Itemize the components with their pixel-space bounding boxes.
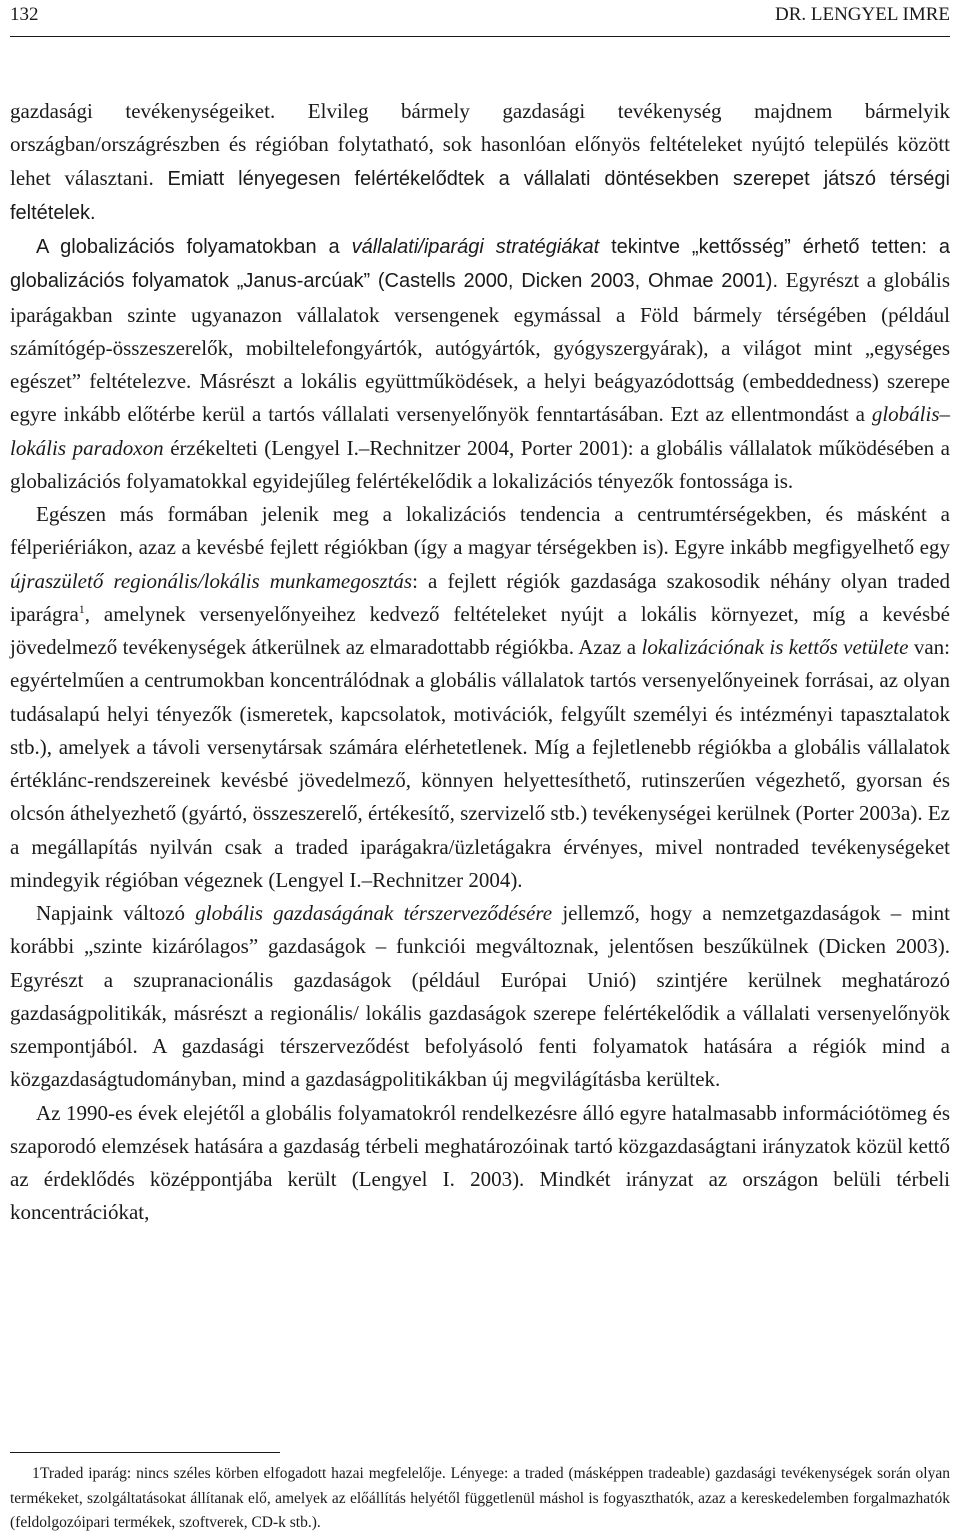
running-head: DR. LENGYEL IMRE xyxy=(774,4,950,25)
paragraph xyxy=(10,95,950,230)
text-run: tekintve „kettősség” érhető tetten: a globalizációs folyamatok „Janus-arcúak” (Castells 2000, Dicken 2003, Ohmae 2001). xyxy=(10,236,950,293)
text-run: : a fejlett régiók gazdasága szakosodik néhány olyan traded iparágra xyxy=(10,568,951,626)
text-run: Egyrészt a globális iparágakban szinte ugyanazon vállalatok versengenek egymással a Föld bármely térségében (például számítógép-összeszerelők, mobiltelefongyártók, autógyártók, gyógyszergyárak), a világot mint „egységes egészet” feltételezve. Másrészt a lokális együttműködések, a helyi beágyazódottság (embeddedness) szerepe egyre inkább előtérbe kerül a tartós vállalati versenyelőnyök fenntartásában. Ezt az ellentmondást a xyxy=(10,268,950,427)
text-run: van: egyértelműen a centrumokban koncentrálódnak a globális vállalatok tartós versenyelőnyeinek forrásai, az olyan tudásalapú helyi tényezők (ismeretek, kapcsolatok, motivációk, felgyűlt személyi és intézményi tapasztalatok stb.), amelyek a távoli versenytársak számára elérhetetlenek. Míg a fejletlenebb régiókba a globális vállalatok értéklánc-rendszereinek kevésbé jövedelmező, könnyen helyettesíthető, rutinszerűen végezhető, gyorsan és olcsón áthelyezhető (gyártó, összeszerelő, értékesítő, szervizelő stb.) tevékenységei kerülnek (Porter 2003a). Ez a megállapítás nyilván csak a traded iparágakra/üzletágakra érvényes, mivel nontraded tevékenységeket mindegyik régióban végeznek (Lengyel I.–Rechnitzer 2004). xyxy=(10,635,951,892)
emphasis-text: lokalizációnak is kettős vetülete xyxy=(641,635,909,659)
text-run: Az 1990-es évek elejétől a globális folyamatokról rendelkezésre álló egyre hatalmasabb információtömeg és szaporodó elemzések hatására a gazdaság térbeli meghatározóinak tartó közgazdaságtani irányzatok közül kettő az érdeklődés középpontjába került (Lengyel I. 2003). Mindkét irányzat az országon belüli térbeli koncentrációkat, xyxy=(10,1100,950,1225)
paragraph xyxy=(10,230,950,498)
paragraph xyxy=(10,1097,950,1230)
paragraph xyxy=(10,498,950,897)
header-rule xyxy=(10,36,950,37)
text-run: Egészen más formában jelenik meg a lokalizációs tendencia a centrumtérségekben, és másként a félperiériákon, azaz a kevésbé fejlett régiókban (így a magyar térségekben is). Egyre inkább megfigyelhető egy xyxy=(10,502,950,560)
running-header xyxy=(10,0,950,30)
page-number: 132 xyxy=(10,4,39,25)
emphasis-text: újraszülető regionális/lokális munkamegosztás xyxy=(10,568,413,593)
text-run: Napjaink változó xyxy=(36,901,196,925)
text-run: jellemző, hogy a nemzetgazdaságok – mint korábbi „szinte kizárólagos” gazdaságok – funkciói megváltoznak, jelentősen beszűkülnek (Dicken 2003). Egyrészt a szupranacionális gazdaságok (például Európai Unió) szintjére kerülnek meghatározó gazdaságpolitikák, másrészt a regionális/ lokális gazdaságok szerepe felértékelődik a vállalati versenyelőnyök szempontjából. A gazdasági térszerveződést befolyásoló fenti folyamatok hatására a régiók mind a közgazdaságtudományban, mind a gazdaságpolitikákban új megvilágításba kerültek. xyxy=(10,901,950,1092)
emphasis-text: vállalati/iparági stratégiákat xyxy=(351,236,600,258)
text-run: Emiatt lényegesen felértékelődtek a vállalati döntésekben szerepet játszó térségi feltételek. xyxy=(10,167,950,224)
text-run: érzékelteti (Lengyel I.–Rechnitzer 2004, Porter 2001): a globális vállalatok működésében a globalizációs folyamatokkal egyidejűleg felértékelődik a lokalizációs tényezők fontossága is. xyxy=(10,435,951,493)
body-text xyxy=(10,95,950,1230)
text-run: gazdasági tevékenységeiket. Elvileg bármely gazdasági tevékenység majdnem bármelyik országban/országrészben és régióban folytatható, sok hasonlóan előnyös feltételeket nyújtó település között lehet választani. xyxy=(10,99,950,190)
paragraph xyxy=(10,897,950,1097)
text-run: , amelynek versenyelőnyeihez kedvező feltételeket nyújt a lokális környezet, míg a kevésbé jövedelmező tevékenységek átkerülnek az elmaradottabb régiókba. Azaz a xyxy=(10,601,950,659)
footnote-reference: 1 xyxy=(78,601,85,616)
emphasis-text: globális gazdaságának térszerveződésére xyxy=(195,901,553,925)
footnote xyxy=(10,1462,950,1536)
emphasis-text: globális–lokális paradoxon xyxy=(10,402,950,460)
footnote-rule xyxy=(10,1452,280,1453)
footnote-number: 1 xyxy=(32,1465,40,1482)
footnote-text: Traded iparág: nincs széles körben elfogadott hazai megfelelője. Lényege: a traded (másképpen tradeable) gazdasági tevékenységek során olyan termékeket, szolgáltatásokat állítanak elő, amelyek az előállítás helyétől függetlenül máshol is fogyaszthatók, azaz a kereskedelemben forgalmazhatók (feldolgozóipari termékek, szoftverek, CD-k stb.). xyxy=(10,1465,950,1531)
text-run: A globalizációs folyamatokban a xyxy=(36,236,352,258)
